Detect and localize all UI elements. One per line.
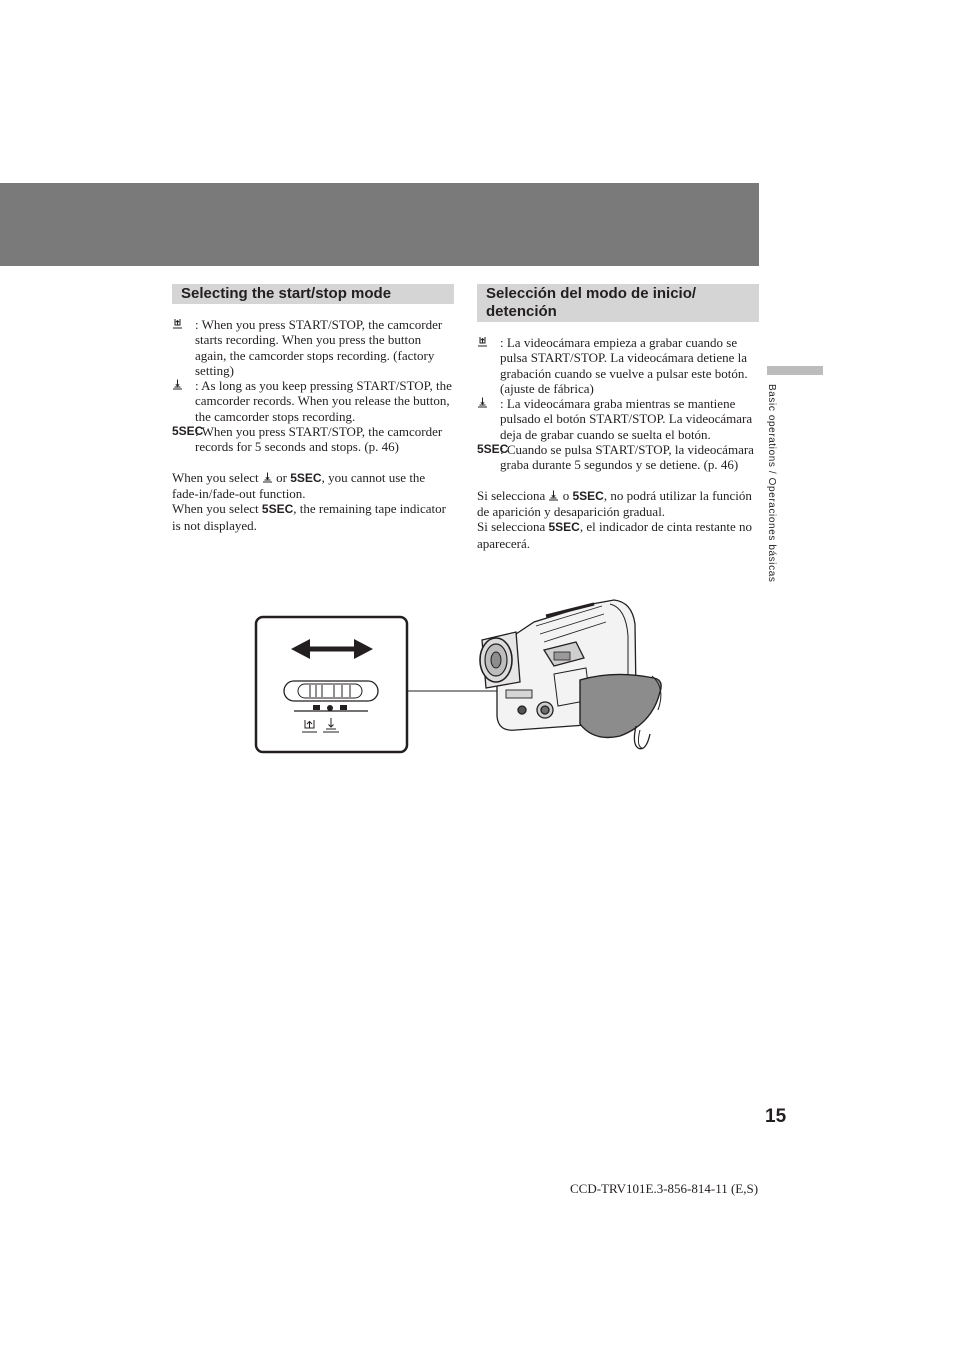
- section-label: Basic operations / Operaciones básicas: [766, 384, 777, 583]
- english-heading: Selecting the start/stop mode: [172, 284, 454, 304]
- normal-record-icon: [302, 720, 317, 732]
- english-item-hold: : As long as you keep pressing START/STOP, the camcorder records. When you release the button, the camcorder stops recording.: [172, 378, 454, 424]
- spanish-5sec-label: 5SEC: [477, 442, 509, 457]
- start-stop-mode-switch: [284, 681, 378, 711]
- normal-record-icon: [172, 317, 183, 332]
- hold-record-icon: [477, 396, 488, 411]
- page-number: 15: [765, 1106, 787, 1127]
- section-tab: [767, 366, 823, 375]
- spanish-item-hold: : La videocámara graba mientras se mantiene pulsado el botón START/STOP. La videocámara deja de grabar cuando se suelta el botón.: [477, 396, 759, 442]
- english-item-5sec: 5SEC : When you press START/STOP, the camcorder records for 5 seconds and stops. (p. 46): [172, 424, 443, 455]
- hold-record-icon: [548, 489, 559, 504]
- hold-record-icon: [172, 378, 183, 393]
- slide-arrow-icon: [291, 639, 373, 659]
- hold-record-icon: [323, 718, 339, 732]
- spanish-item-5sec: 5SEC : Cuando se pulsa START/STOP, la videocámara graba durante 5 segundos y se detiene. (p. 46): [477, 442, 754, 473]
- camcorder-icon: [480, 600, 661, 749]
- normal-record-icon: [477, 335, 488, 350]
- camcorder-illustration: [254, 596, 674, 758]
- english-item-normal: : When you press START/STOP, the camcorder starts recording. When you press the button again, the camcorder stops recording. (factory setting): [172, 317, 454, 378]
- header-banner: [0, 183, 759, 266]
- english-5sec-label: 5SEC: [172, 424, 204, 439]
- hold-record-icon: [262, 471, 273, 486]
- spanish-column: [477, 284, 759, 551]
- english-column: [172, 284, 454, 533]
- spanish-note: Si selecciona o 5SEC, no podrá utilizar la función de aparición y desaparición gradual. Si selecciona 5SEC, el indicador de cinta restante no aparecerá.: [477, 487, 753, 551]
- spanish-heading: Selección del modo de inicio/ detención: [477, 284, 759, 322]
- document-code: CCD-TRV101E.3-856-814-11 (E,S): [570, 1181, 759, 1196]
- english-note: When you select or 5SEC, you cannot use the fade-in/fade-out function. When you select 5SEC, the remaining tape indicator is not displayed.: [172, 469, 446, 533]
- spanish-item-normal: : La videocámara empieza a grabar cuando se pulsa START/STOP. La videocámara detiene la grabación cuando se vuelve a pulsar este botón. (ajuste de fábrica): [477, 335, 759, 396]
